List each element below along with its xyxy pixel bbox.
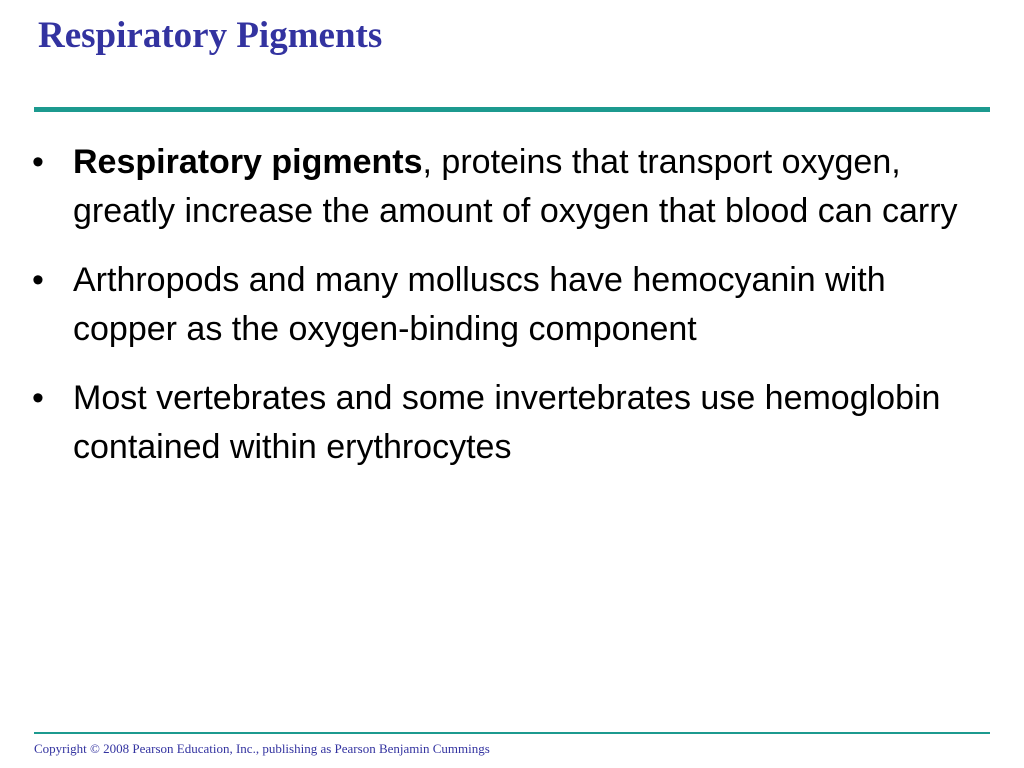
footer-divider: [34, 732, 990, 734]
bullet-text: Arthropods and many molluscs have hemocyanin with copper as the oxygen-binding component: [73, 261, 886, 348]
slide-title: Respiratory Pigments: [38, 15, 383, 56]
bullet-marker: •: [32, 143, 44, 181]
bullet-marker: •: [32, 261, 44, 299]
bullet-marker: •: [32, 379, 44, 417]
copyright-footer: Copyright © 2008 Pearson Education, Inc., publishing as Pearson Benjamin Cummings: [34, 741, 490, 756]
bullet-item: [30, 138, 990, 236]
bullet-item: [30, 256, 990, 354]
bullet-text: , proteins that transport oxygen, greatly increase the amount of oxygen that blood can carry: [73, 143, 958, 230]
bullet-list: [30, 138, 990, 492]
bullet-text: Most vertebrates and some invertebrates use hemoglobin contained within erythrocytes: [73, 379, 941, 466]
title-divider: [34, 107, 990, 112]
bullet-bold-term: Respiratory pigments: [73, 143, 423, 181]
bullet-item: [30, 374, 990, 472]
